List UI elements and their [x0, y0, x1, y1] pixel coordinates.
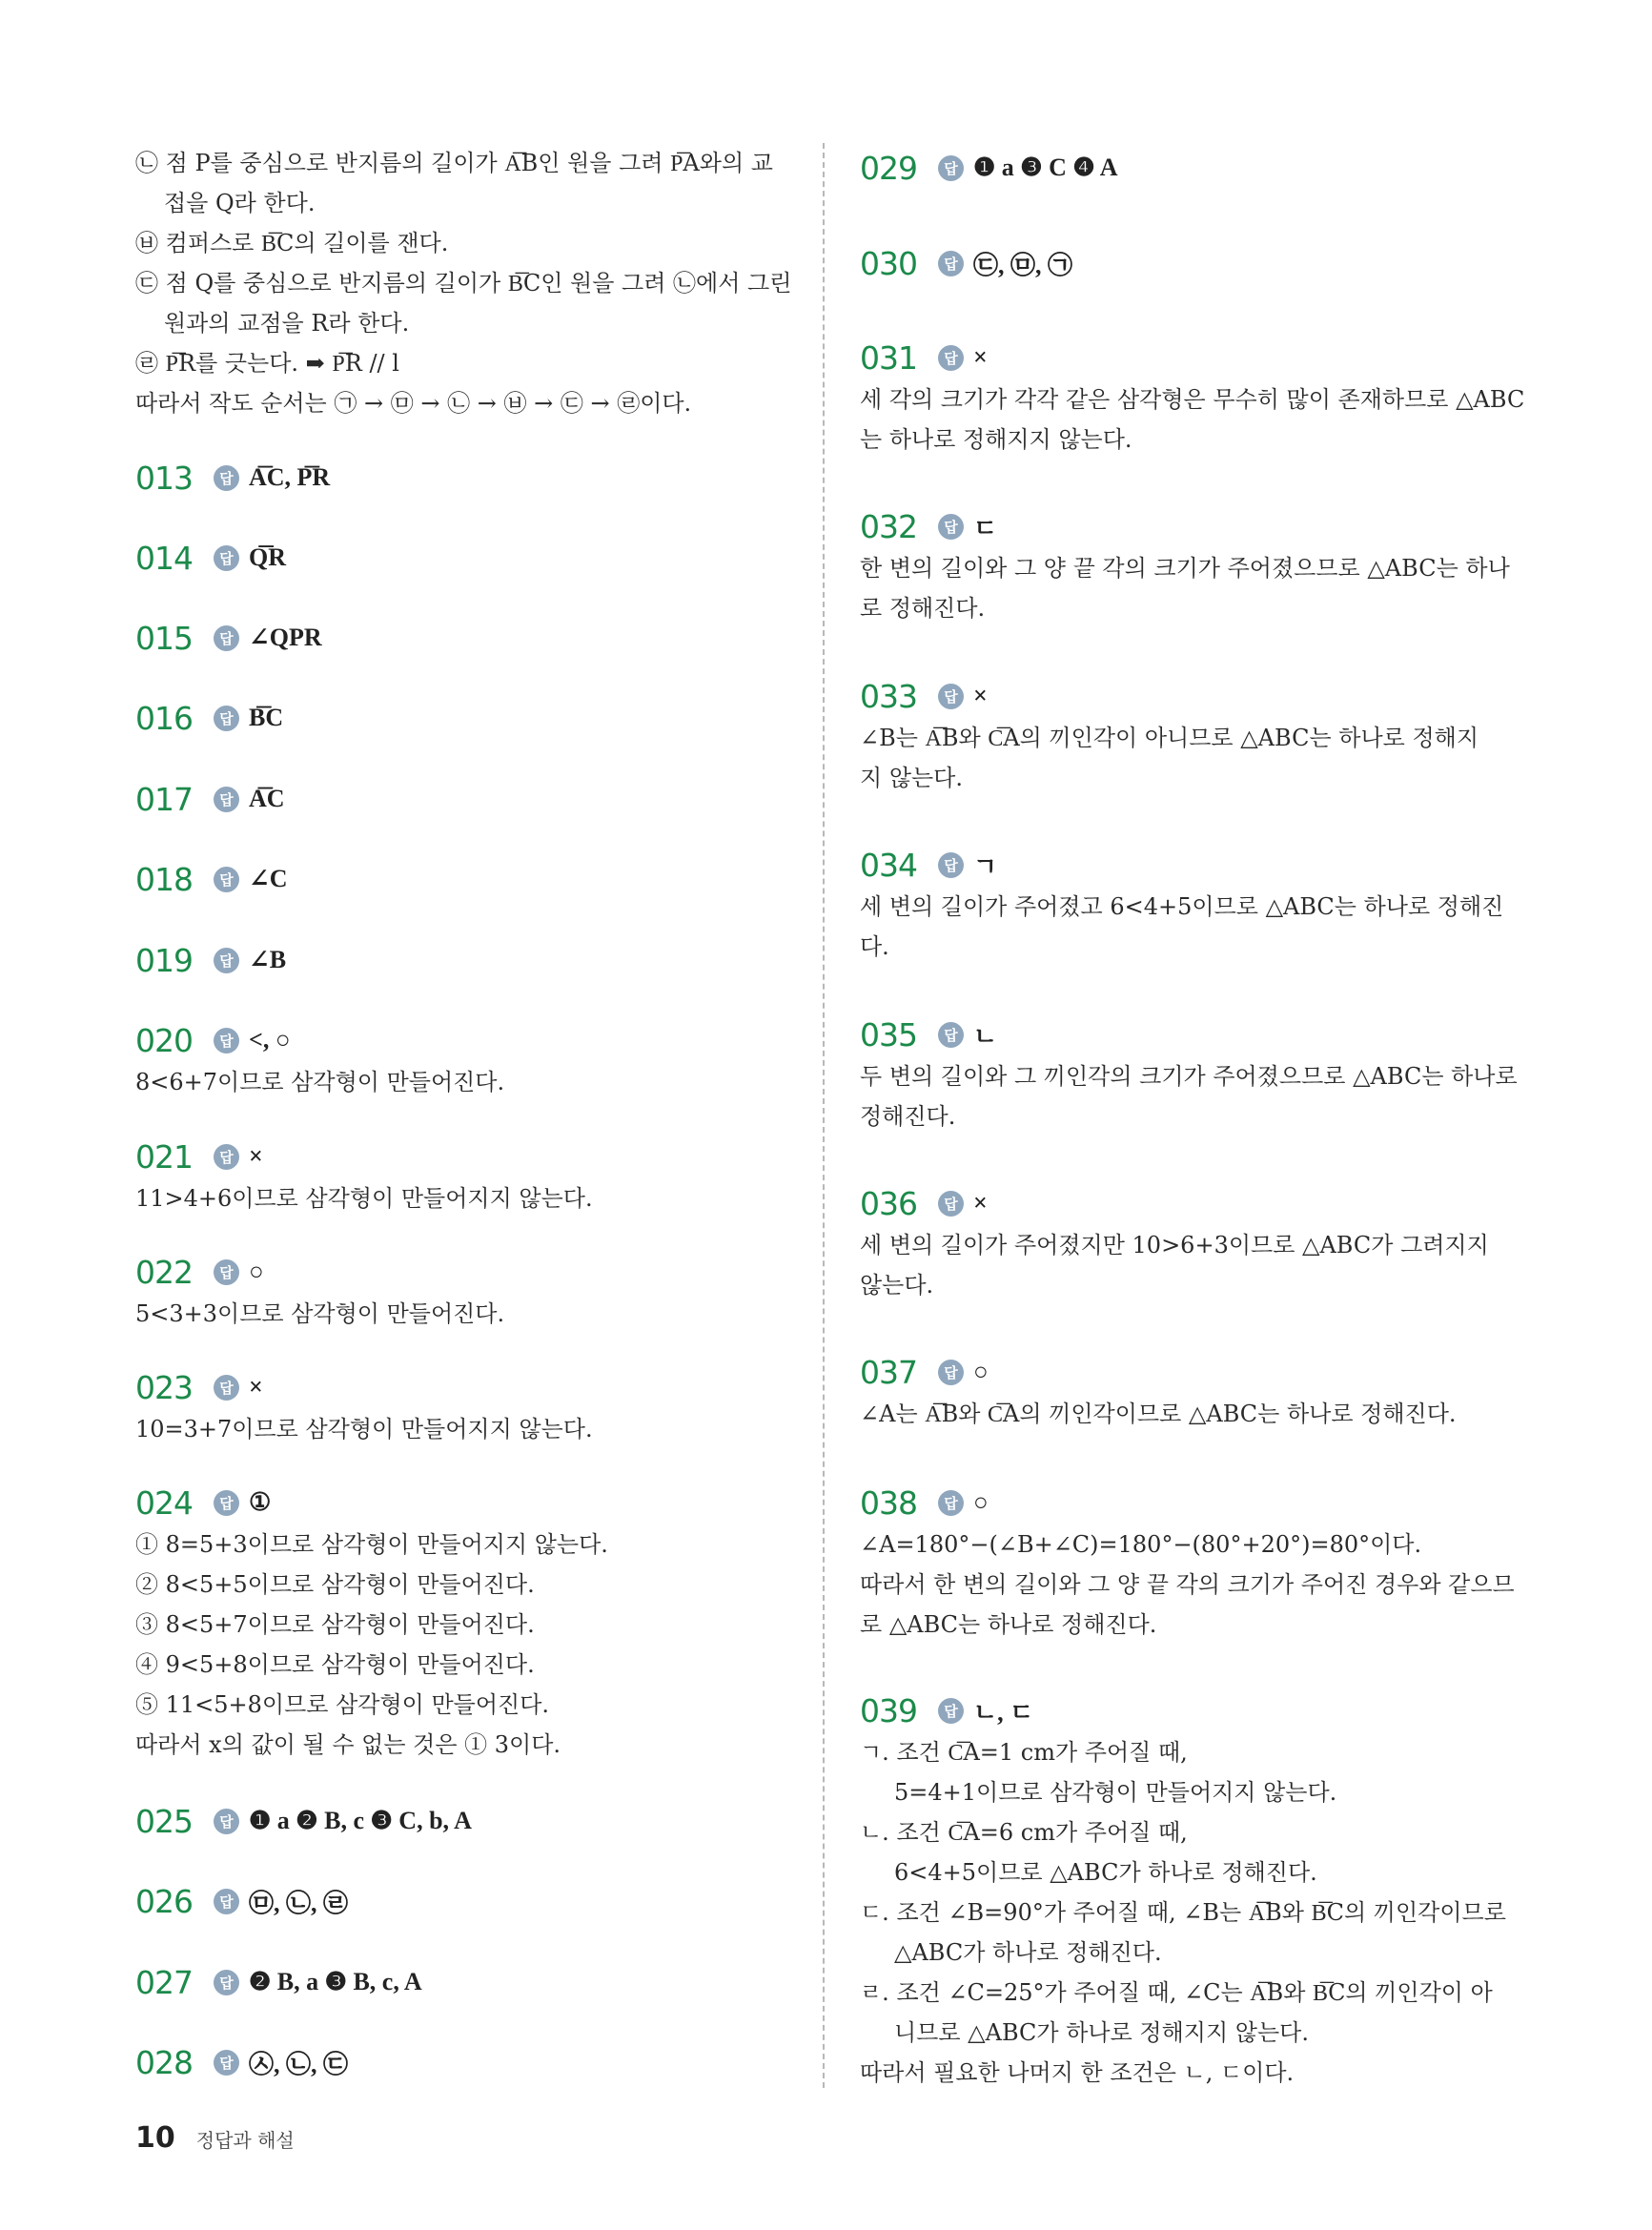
explanation-line: 니므로 △ABC가 하나로 정해지지 않는다.	[894, 2019, 1309, 2046]
answer-value: A͞C	[249, 785, 285, 812]
problem-number: 018	[135, 860, 193, 898]
answer-value: A͞C, P͞R	[249, 463, 331, 491]
explanation-line: 8<6+7이므로 삼각형이 만들어진다.	[135, 1069, 505, 1095]
answer-value: ㄴ, ㄷ	[973, 1698, 1034, 1727]
problem-number: 038	[860, 1483, 917, 1522]
answer-value: ×	[249, 1142, 263, 1170]
problem-number: 034	[860, 846, 917, 884]
answer-item-024	[135, 1481, 793, 1765]
explanation-line: 따라서 한 변의 길이와 그 양 끝 각의 크기가 주어진 경우와 같으므	[860, 1571, 1515, 1598]
answer-value: ○	[249, 1258, 264, 1285]
answer-item-023	[135, 1365, 793, 1449]
answer-item-029	[860, 146, 1518, 190]
problem-number: 013	[135, 459, 193, 497]
answer-badge: 답	[214, 1259, 239, 1285]
answer-item-035	[860, 1013, 1518, 1136]
answer-item-020	[135, 1018, 793, 1102]
explanation-line: 한 변의 길이와 그 양 끝 각의 크기가 주어졌으므로 △ABC는 하나	[860, 555, 1510, 582]
answer-value: ①	[249, 1488, 272, 1516]
explanation-line: ㄱ. 조건 C͞A=1 cm가 주어질 때,	[860, 1739, 1188, 1766]
answer-badge: 답	[214, 787, 239, 812]
page-number: 10	[135, 2121, 175, 2155]
answer-item-027	[135, 1960, 793, 2004]
answer-value: ∠C	[249, 865, 288, 892]
answer-badge: 답	[214, 465, 239, 491]
problem-number: 024	[135, 1483, 193, 1522]
problem-number: 032	[860, 507, 917, 545]
answer-value: ×	[973, 343, 988, 371]
explanation-line: 지 않는다.	[860, 765, 963, 791]
problem-number: 014	[135, 539, 193, 577]
explanation-line: 다.	[860, 933, 889, 960]
answer-value: ∠QPR	[249, 624, 322, 651]
answer-item-028	[135, 2040, 793, 2084]
answer-badge: 답	[214, 625, 239, 651]
explanation-line: 11>4+6이므로 삼각형이 만들어지지 않는다.	[135, 1185, 593, 1212]
explanation-line: 는 하나로 정해지지 않는다.	[860, 426, 1132, 453]
answer-badge: 답	[938, 251, 964, 276]
answer-value: ❶ a ❷ B, c ❸ C, b, A	[249, 1807, 472, 1834]
intro-line: 따라서 작도 순서는 ㉠ → ㉤ → ㉡ → ㉥ → ㉢ → ㉣이다.	[135, 390, 692, 417]
explanation-line: 세 변의 길이가 주어졌고 6<4+5이므로 △ABC는 하나로 정해진	[860, 893, 1504, 920]
explanation-line: 따라서 필요한 나머지 한 조건은 ㄴ, ㄷ이다.	[860, 2059, 1295, 2086]
intro-line: ㉢ 점 Q를 중심으로 반지름의 길이가 B͞C인 원을 그려 ㉡에서 그린	[135, 270, 792, 297]
explanation-line: 세 변의 길이가 주어졌지만 10>6+3이므로 △ABC가 그려지지	[860, 1232, 1489, 1258]
explanation-line: 로 △ABC는 하나로 정해진다.	[860, 1611, 1157, 1638]
answer-badge: 답	[214, 1809, 239, 1834]
answer-item-037	[860, 1350, 1518, 1434]
intro-line: ㉣ P͞R를 긋는다. ➡ P͞R // l	[135, 350, 399, 377]
page-footer	[135, 2121, 295, 2155]
answer-value: ㉤, ㉡, ㉣	[249, 1889, 349, 1917]
problem-number: 025	[135, 1802, 193, 1840]
answer-badge: 답	[214, 1028, 239, 1054]
answer-value: ㉦, ㉡, ㉢	[249, 2050, 349, 2078]
intro-line: 원과의 교점을 R라 한다.	[164, 310, 410, 337]
explanation-line: 세 각의 크기가 각각 같은 삼각형은 무수히 많이 존재하므로 △ABC	[860, 386, 1525, 413]
problem-number: 030	[860, 244, 917, 282]
explanation-line: 정해진다.	[860, 1103, 956, 1130]
explanation-line: ④ 9<5+8이므로 삼각형이 만들어진다.	[135, 1651, 535, 1678]
explanation-line: 로 정해진다.	[860, 595, 986, 622]
problem-number: 027	[135, 1963, 193, 2001]
answer-value: ○	[973, 1358, 989, 1385]
answer-badge: 답	[938, 155, 964, 181]
problem-number: 033	[860, 677, 917, 715]
answer-badge: 답	[938, 1490, 964, 1516]
problem-number: 037	[860, 1353, 917, 1391]
answer-value: Q͞R	[249, 543, 286, 571]
explanation-line: 않는다.	[860, 1272, 934, 1299]
problem-number: 026	[135, 1882, 193, 1920]
explanation-line: 5<3+3이므로 삼각형이 만들어진다.	[135, 1300, 505, 1327]
explanation-line: ① 8=5+3이므로 삼각형이 만들어지지 않는다.	[135, 1531, 608, 1558]
answer-item-018	[135, 857, 793, 901]
answer-badge: 답	[938, 345, 964, 371]
problem-number: 036	[860, 1184, 917, 1222]
answer-item-039	[860, 1688, 1518, 2093]
answer-value: ❷ B, a ❸ B, c, A	[249, 1968, 422, 1995]
answer-badge: 답	[214, 1490, 239, 1516]
answer-item-038	[860, 1481, 1518, 1645]
problem-number: 023	[135, 1368, 193, 1406]
answer-value: ㄷ	[973, 514, 998, 542]
explanation-line: 두 변의 길이와 그 끼인각의 크기가 주어졌으므로 △ABC는 하나로	[860, 1063, 1518, 1090]
answer-item-016	[135, 696, 793, 740]
explanation-line: △ABC가 하나로 정해진다.	[894, 1939, 1162, 1966]
problem-number: 020	[135, 1021, 193, 1059]
answer-value: ○	[973, 1488, 989, 1516]
column-divider	[823, 143, 825, 2088]
answer-badge: 답	[938, 1360, 964, 1385]
answer-badge: 답	[938, 852, 964, 878]
answer-badge: 답	[214, 1144, 239, 1170]
problem-number: 035	[860, 1015, 917, 1054]
explanation-line: ㄴ. 조건 C͞A=6 cm가 주어질 때,	[860, 1819, 1188, 1846]
answer-item-033	[860, 674, 1518, 798]
answer-item-013	[135, 456, 793, 500]
answer-badge: 답	[214, 867, 239, 892]
explanation-line: ⑤ 11<5+8이므로 삼각형이 만들어진다.	[135, 1691, 550, 1718]
problem-number: 039	[860, 1691, 917, 1729]
explanation-line: ∠B는 A͞B와 C͞A의 끼인각이 아니므로 △ABC는 하나로 정해지	[860, 725, 1479, 751]
answer-item-014	[135, 536, 793, 580]
answer-value: ×	[973, 682, 988, 709]
intro-explanation	[135, 143, 793, 423]
answer-badge: 답	[214, 2050, 239, 2076]
answer-badge: 답	[214, 1889, 239, 1914]
intro-line: ㉡ 점 P를 중심으로 반지름의 길이가 A͞B인 원을 그려 P͞A와의 교	[135, 150, 773, 176]
answer-badge: 답	[214, 706, 239, 731]
answer-value: ㄴ	[973, 1022, 998, 1051]
answer-item-025	[135, 1799, 793, 1843]
explanation-line: 10=3+7이므로 삼각형이 만들어지지 않는다.	[135, 1416, 593, 1442]
answer-badge: 답	[938, 514, 964, 540]
answer-item-022	[135, 1250, 793, 1334]
answer-value: ×	[249, 1373, 263, 1401]
problem-number: 028	[135, 2043, 193, 2081]
answer-badge: 답	[214, 948, 239, 973]
explanation-line: ㄷ. 조건 ∠B=90°가 주어질 때, ∠B는 A͞B와 B͞C의 끼인각이므로	[860, 1899, 1506, 1926]
answer-item-015	[135, 616, 793, 660]
answer-value: ㉢, ㉤, ㉠	[973, 251, 1073, 279]
answer-value: ❶ a ❸ C ❹ A	[973, 153, 1118, 181]
answer-item-030	[860, 241, 1518, 285]
problem-number: 015	[135, 619, 193, 657]
answer-item-031	[860, 336, 1525, 460]
intro-line: 접을 Q라 한다.	[164, 190, 316, 216]
answer-value: ×	[973, 1189, 988, 1217]
problem-number: 029	[860, 149, 917, 187]
answer-item-021	[135, 1135, 793, 1218]
answer-badge: 답	[938, 1022, 964, 1048]
answer-value: ∠B	[249, 946, 287, 973]
answer-badge: 답	[938, 684, 964, 709]
problem-number: 022	[135, 1253, 193, 1291]
answer-badge: 답	[938, 1698, 964, 1724]
answer-badge: 답	[214, 545, 239, 571]
explanation-line: ∠A는 A͞B와 C͞A의 끼인각이므로 △ABC는 하나로 정해진다.	[860, 1401, 1457, 1427]
answer-item-036	[860, 1181, 1518, 1305]
explanation-line: 따라서 x의 값이 될 수 없는 것은 ① 3이다.	[135, 1731, 561, 1758]
problem-number: 021	[135, 1137, 193, 1176]
answer-badge: 답	[214, 1970, 239, 1995]
problem-number: 016	[135, 699, 193, 737]
answer-item-032	[860, 504, 1518, 628]
problem-number: 019	[135, 941, 193, 979]
page-label: 정답과 해설	[195, 2129, 295, 2152]
explanation-line: 5=4+1이므로 삼각형이 만들어지지 않는다.	[894, 1779, 1337, 1806]
explanation-line: 6<4+5이므로 △ABC가 하나로 정해진다.	[894, 1859, 1317, 1886]
problem-number: 017	[135, 780, 193, 818]
answer-badge: 답	[938, 1191, 964, 1217]
answer-item-026	[135, 1879, 793, 1923]
answer-value: ㄱ	[973, 852, 998, 881]
intro-line: ㉥ 컴퍼스로 B͞C의 길이를 잰다.	[135, 230, 449, 256]
problem-number: 031	[860, 338, 917, 377]
explanation-line: ∠A=180°−(∠B+∠C)=180°−(80°+20°)=80°이다.	[860, 1531, 1422, 1558]
answer-value: <, ○	[249, 1026, 291, 1054]
answer-item-019	[135, 938, 793, 982]
explanation-line: ㄹ. 조건 ∠C=25°가 주어질 때, ∠C는 A͞B와 B͞C의 끼인각이 아	[860, 1979, 1493, 2006]
explanation-line: ③ 8<5+7이므로 삼각형이 만들어진다.	[135, 1611, 535, 1638]
answer-item-034	[860, 843, 1518, 967]
answer-item-017	[135, 777, 793, 821]
explanation-line: ② 8<5+5이므로 삼각형이 만들어진다.	[135, 1571, 535, 1598]
answer-value: B͞C	[249, 704, 284, 731]
answer-badge: 답	[214, 1375, 239, 1401]
